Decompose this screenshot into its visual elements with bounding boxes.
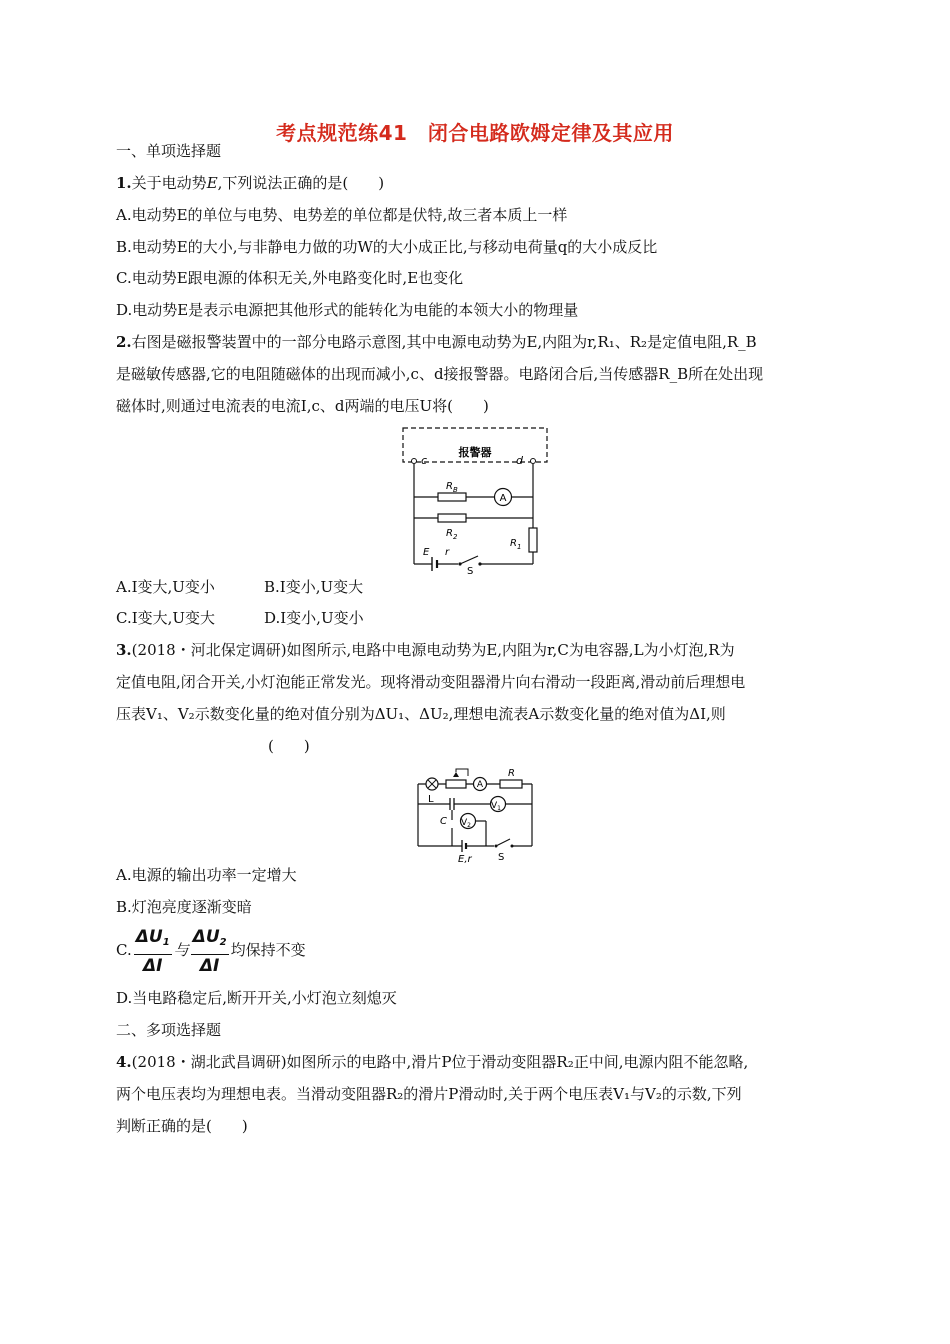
q2-option-c: C.I变大,U变大	[116, 609, 216, 627]
q2-option-b: B.I变小,U变大	[264, 578, 364, 596]
q3-line1-text: (2018・河北保定调研)如图所示,电路中电源电动势为E,内阻为r,C为电容器,L为小灯泡,R为	[131, 641, 735, 659]
q2-option-a: A.I变大,U变小	[116, 578, 215, 596]
section-single-choice: 一、单项选择题	[116, 142, 222, 160]
q2-option-d: D.I变小,U变小	[264, 609, 364, 627]
label-e: E	[423, 547, 430, 558]
label-er: E,r	[458, 854, 472, 864]
label-r1: $R_1$	[510, 538, 522, 551]
q3-stem-line2: 定值电阻,闭合开关,小灯泡能正常发光。现将滑动变阻器滑片向右滑动一段距离,滑动前后理想电	[116, 673, 746, 691]
q3-option-a: A.电源的输出功率一定增大	[116, 866, 297, 884]
q2-stem-line2: 是磁敏传感器,它的电阻随磁体的出现而减小,c、d接报警器。电路闭合后,当传感器R_B所在处出现	[116, 365, 764, 383]
terminal-c: c	[421, 454, 428, 467]
q1-option-c: C.电动势E跟电源的体积无关,外电路变化时,E也变化	[116, 269, 464, 287]
q3-option-d: D.当电路稳定后,断开开关,小灯泡立刻熄灭	[116, 989, 397, 1007]
q1-stem	[116, 173, 836, 193]
q2-stem-line1	[116, 332, 836, 352]
q4-number: 4.	[116, 1053, 132, 1071]
q3-c-mid: 与	[173, 941, 189, 959]
switch-icon-q3	[496, 839, 510, 846]
resistor-r1	[529, 528, 537, 552]
q1-stem-a: 关于电动势	[131, 174, 207, 192]
q3-ammeter-label: A	[476, 780, 484, 790]
section-multi-choice: 二、多项选择题	[116, 1021, 222, 1039]
q1-number: 1.	[116, 174, 132, 192]
q3-answer-paren: ( )	[268, 737, 310, 755]
switch-icon	[460, 556, 478, 564]
q2-line1-text: 右图是磁报警装置中的一部分电路示意图,其中电源电动势为E,内阻为r,R₁、R₂是定值电阻,R_B	[131, 333, 757, 351]
q4-line1-text: (2018・湖北武昌调研)如图所示的电路中,滑片P位于滑动变阻器R₂正中间,电源内阻不能忽略,	[131, 1053, 749, 1071]
q4-stem-line3: 判断正确的是( )	[116, 1117, 248, 1135]
q3-option-c	[116, 925, 836, 975]
label-s-q3: S	[498, 852, 505, 863]
label-v2: $V_2$	[461, 818, 471, 829]
label-r-q3: R	[508, 768, 515, 779]
q2-number: 2.	[116, 333, 132, 351]
resistor-r2	[438, 514, 466, 522]
q3-stem-line1	[116, 640, 836, 660]
resistor-r	[500, 780, 522, 788]
q3-circuit-diagram	[410, 766, 542, 864]
label-r: r	[445, 547, 450, 558]
q2-options-ab	[116, 577, 836, 597]
q2-stem-line3: 磁体时,则通过电流表的电流I,c、d两端的电压U将( )	[116, 397, 489, 415]
page-title: 考点规范练41 闭合电路欧姆定律及其应用	[276, 121, 674, 145]
q4-stem-line2: 两个电压表均为理想电表。当滑动变阻器R₂的滑片P滑动时,关于两个电压表V₁与V₂的示数,下列	[116, 1085, 742, 1103]
q3-c-prefix: C.	[116, 941, 132, 959]
q3-stem-line3: 压表V₁、V₂示数变化量的绝对值分别为ΔU₁、ΔU₂,理想电流表A示数变化量的绝对值为ΔI,则	[116, 705, 726, 723]
q4-stem-line1	[116, 1052, 836, 1072]
q2-circuit-diagram	[400, 424, 552, 574]
alarm-label: 报警器	[458, 446, 492, 459]
q3-number: 3.	[116, 641, 132, 659]
label-rb: $R_B$	[446, 481, 458, 494]
label-s: S	[467, 566, 474, 574]
fraction-du2-di: $\frac{\Delta U_2}{\Delta I}$	[192, 926, 227, 976]
q1-stem-b: ,下列说法正确的是( )	[217, 174, 385, 192]
q1-option-b: B.电动势E的大小,与非静电力做的功W的大小成正比,与移动电荷量q的大小成反比	[116, 238, 658, 256]
label-c: C	[440, 816, 447, 827]
q1-option-a: A.电动势E的单位与电势、电势差的单位都是伏特,故三者本质上一样	[116, 206, 568, 224]
rheostat	[446, 780, 466, 788]
fraction-du1-di: $\frac{\Delta U_1}{\Delta I}$	[135, 926, 170, 976]
q3-c-suffix: 均保持不变	[230, 941, 306, 959]
terminal-d: d	[516, 454, 523, 467]
q3-option-b: B.灯泡亮度逐渐变暗	[116, 898, 252, 916]
q1-option-d: D.电动势E是表示电源把其他形式的能转化为电能的本领大小的物理量	[116, 301, 579, 319]
q2-options-cd	[116, 608, 836, 628]
label-l: L	[428, 794, 434, 805]
label-v1: $V_1$	[491, 801, 501, 812]
resistor-rb	[438, 493, 466, 501]
q1-stem-var: E	[206, 174, 218, 192]
label-r2: $R_2$	[446, 528, 458, 541]
ammeter-label: A	[499, 493, 507, 504]
